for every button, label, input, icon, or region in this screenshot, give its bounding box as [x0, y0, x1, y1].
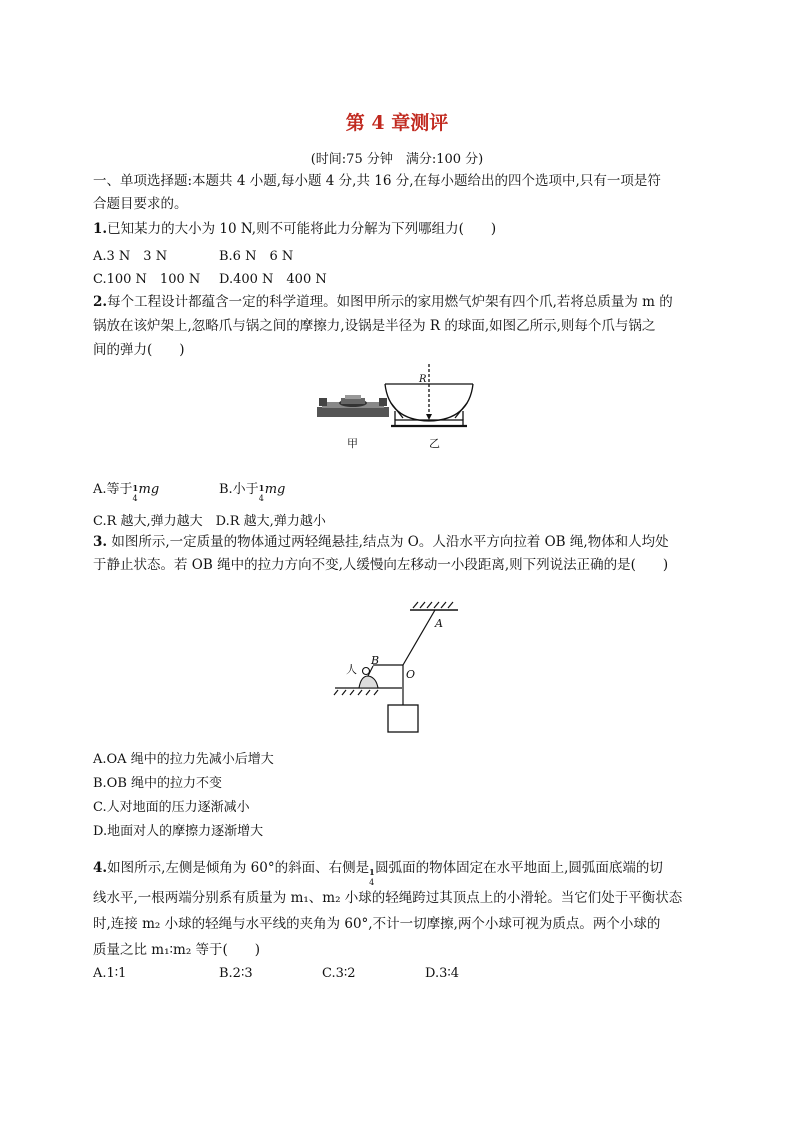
q1-option-c: C.100 N 100 N — [93, 272, 201, 287]
label-jia: 甲 — [347, 437, 358, 450]
q2-option-a-text: A.等于 — [93, 482, 133, 497]
q4-option-b: B.2∶3 — [219, 966, 253, 981]
q4-option-d: D.3∶4 — [425, 966, 460, 981]
question-2-line2: 锅放在该炉架上,忽略爪与锅之间的摩擦力,设锅是半径为 R 的球面,如图乙所示,则每个爪与锅之 — [93, 318, 656, 334]
question-2-line1 — [93, 292, 713, 312]
label-B: B — [371, 654, 380, 667]
label-A: A — [435, 617, 443, 630]
question-3-number: 3. — [93, 534, 108, 550]
question-3-line1 — [93, 532, 713, 552]
page-title: 第 4 章测评 — [345, 112, 449, 134]
ground — [334, 688, 402, 695]
fraction-denominator: 4 — [258, 494, 264, 503]
q3-option-b: B.OB 绳中的拉力不变 — [93, 776, 223, 791]
stove-figure-jia — [317, 395, 389, 417]
question-4-line1 — [93, 858, 713, 887]
question-2-text1: 每个工程设计都蕴含一定的科学道理。如图甲所示的家用燃气炉架有四个爪,若将总质量为 m 的 — [107, 294, 673, 310]
question-1-stem — [93, 219, 713, 239]
ceiling-support — [410, 602, 458, 610]
question-1-number: 1. — [93, 221, 108, 237]
q2-option-b-text: B.小于 — [219, 482, 259, 497]
question-4-line4: 质量之比 m₁∶m₂ 等于( ) — [93, 942, 261, 958]
section-instructions-line2: 合题目要求的。 — [93, 196, 188, 212]
question-3-text1: 如图所示,一定质量的物体通过两轻绳悬挂,结点为 O。人沿水平方向拉着 OB 绳,物体和人均处 — [107, 534, 669, 550]
question-4-line3: 时,连接 m₂ 小球的轻绳与水平线的夹角为 60°,不计一切摩擦,两个小球可视为质点。两个小球的 — [93, 916, 661, 932]
question-4-line2: 线水平,一根两端分别系有质量为 m₁、m₂ 小球的轻绳跨过其顶点上的小滑轮。当它们处于平衡状态 — [93, 890, 683, 906]
question-3-line2: 于静止状态。若 OB 绳中的拉力方向不变,人缓慢向左移动一小段距离,则下列说法正确的是( ) — [93, 557, 669, 573]
question-4-text1a: 如图所示,左侧是倾角为 60°的斜面、右侧是 — [107, 860, 370, 876]
q2-option-cd: C.R 越大,弹力越大 D.R 越大,弹力越小 — [93, 514, 326, 529]
fraction-denominator: 4 — [369, 878, 375, 887]
q3-figure — [330, 600, 465, 735]
q1-option-d: D.400 N 400 N — [219, 272, 327, 287]
question-2-number: 2. — [93, 294, 108, 310]
q1-option-a: A.3 N 3 N — [93, 249, 168, 264]
q1-option-b: B.6 N 6 N — [219, 249, 294, 264]
section-instructions-line1: 一、单项选择题:本题共 4 小题,每小题 4 分,共 16 分,在每小题给出的四个选项中,只有一项是符 — [93, 173, 661, 189]
label-R: R — [419, 374, 427, 385]
q2-option-a — [93, 478, 160, 503]
q3-option-d: D.地面对人的摩擦力逐渐增大 — [93, 824, 264, 839]
hanging-block — [388, 705, 418, 732]
wok-figure-yi — [385, 364, 473, 426]
ropes — [373, 610, 435, 705]
question-1-text: 已知某力的大小为 10 N,则不可能将此力分解为下列哪组力( ) — [107, 221, 497, 237]
person-icon — [359, 666, 378, 688]
q2-option-b — [219, 478, 286, 503]
fraction-numerator: 1 — [369, 867, 375, 877]
q2-option-b-mg: mg — [264, 482, 286, 497]
fraction-numerator: 1 — [258, 483, 265, 493]
q3-option-c: C.人对地面的压力逐渐减小 — [93, 800, 250, 815]
label-yi: 乙 — [429, 437, 440, 450]
fraction-denominator: 4 — [132, 494, 138, 503]
label-person: 人 — [346, 663, 357, 676]
q3-option-a: A.OA 绳中的拉力先减小后增大 — [93, 752, 274, 767]
q2-option-a-mg: mg — [138, 482, 160, 497]
fraction-numerator: 1 — [132, 483, 139, 493]
q4-option-c: C.3∶2 — [322, 966, 356, 981]
q4-option-a: A.1∶1 — [93, 966, 127, 981]
question-2-line3: 间的弹力( ) — [93, 342, 185, 358]
label-O: O — [406, 668, 416, 681]
page-subtitle: (时间:75 分钟 满分:100 分) — [310, 152, 484, 167]
q2-figure — [315, 362, 480, 457]
question-4-text1b: 圆弧面的物体固定在水平地面上,圆弧面底端的切 — [375, 860, 663, 876]
question-4-number: 4. — [93, 860, 108, 876]
